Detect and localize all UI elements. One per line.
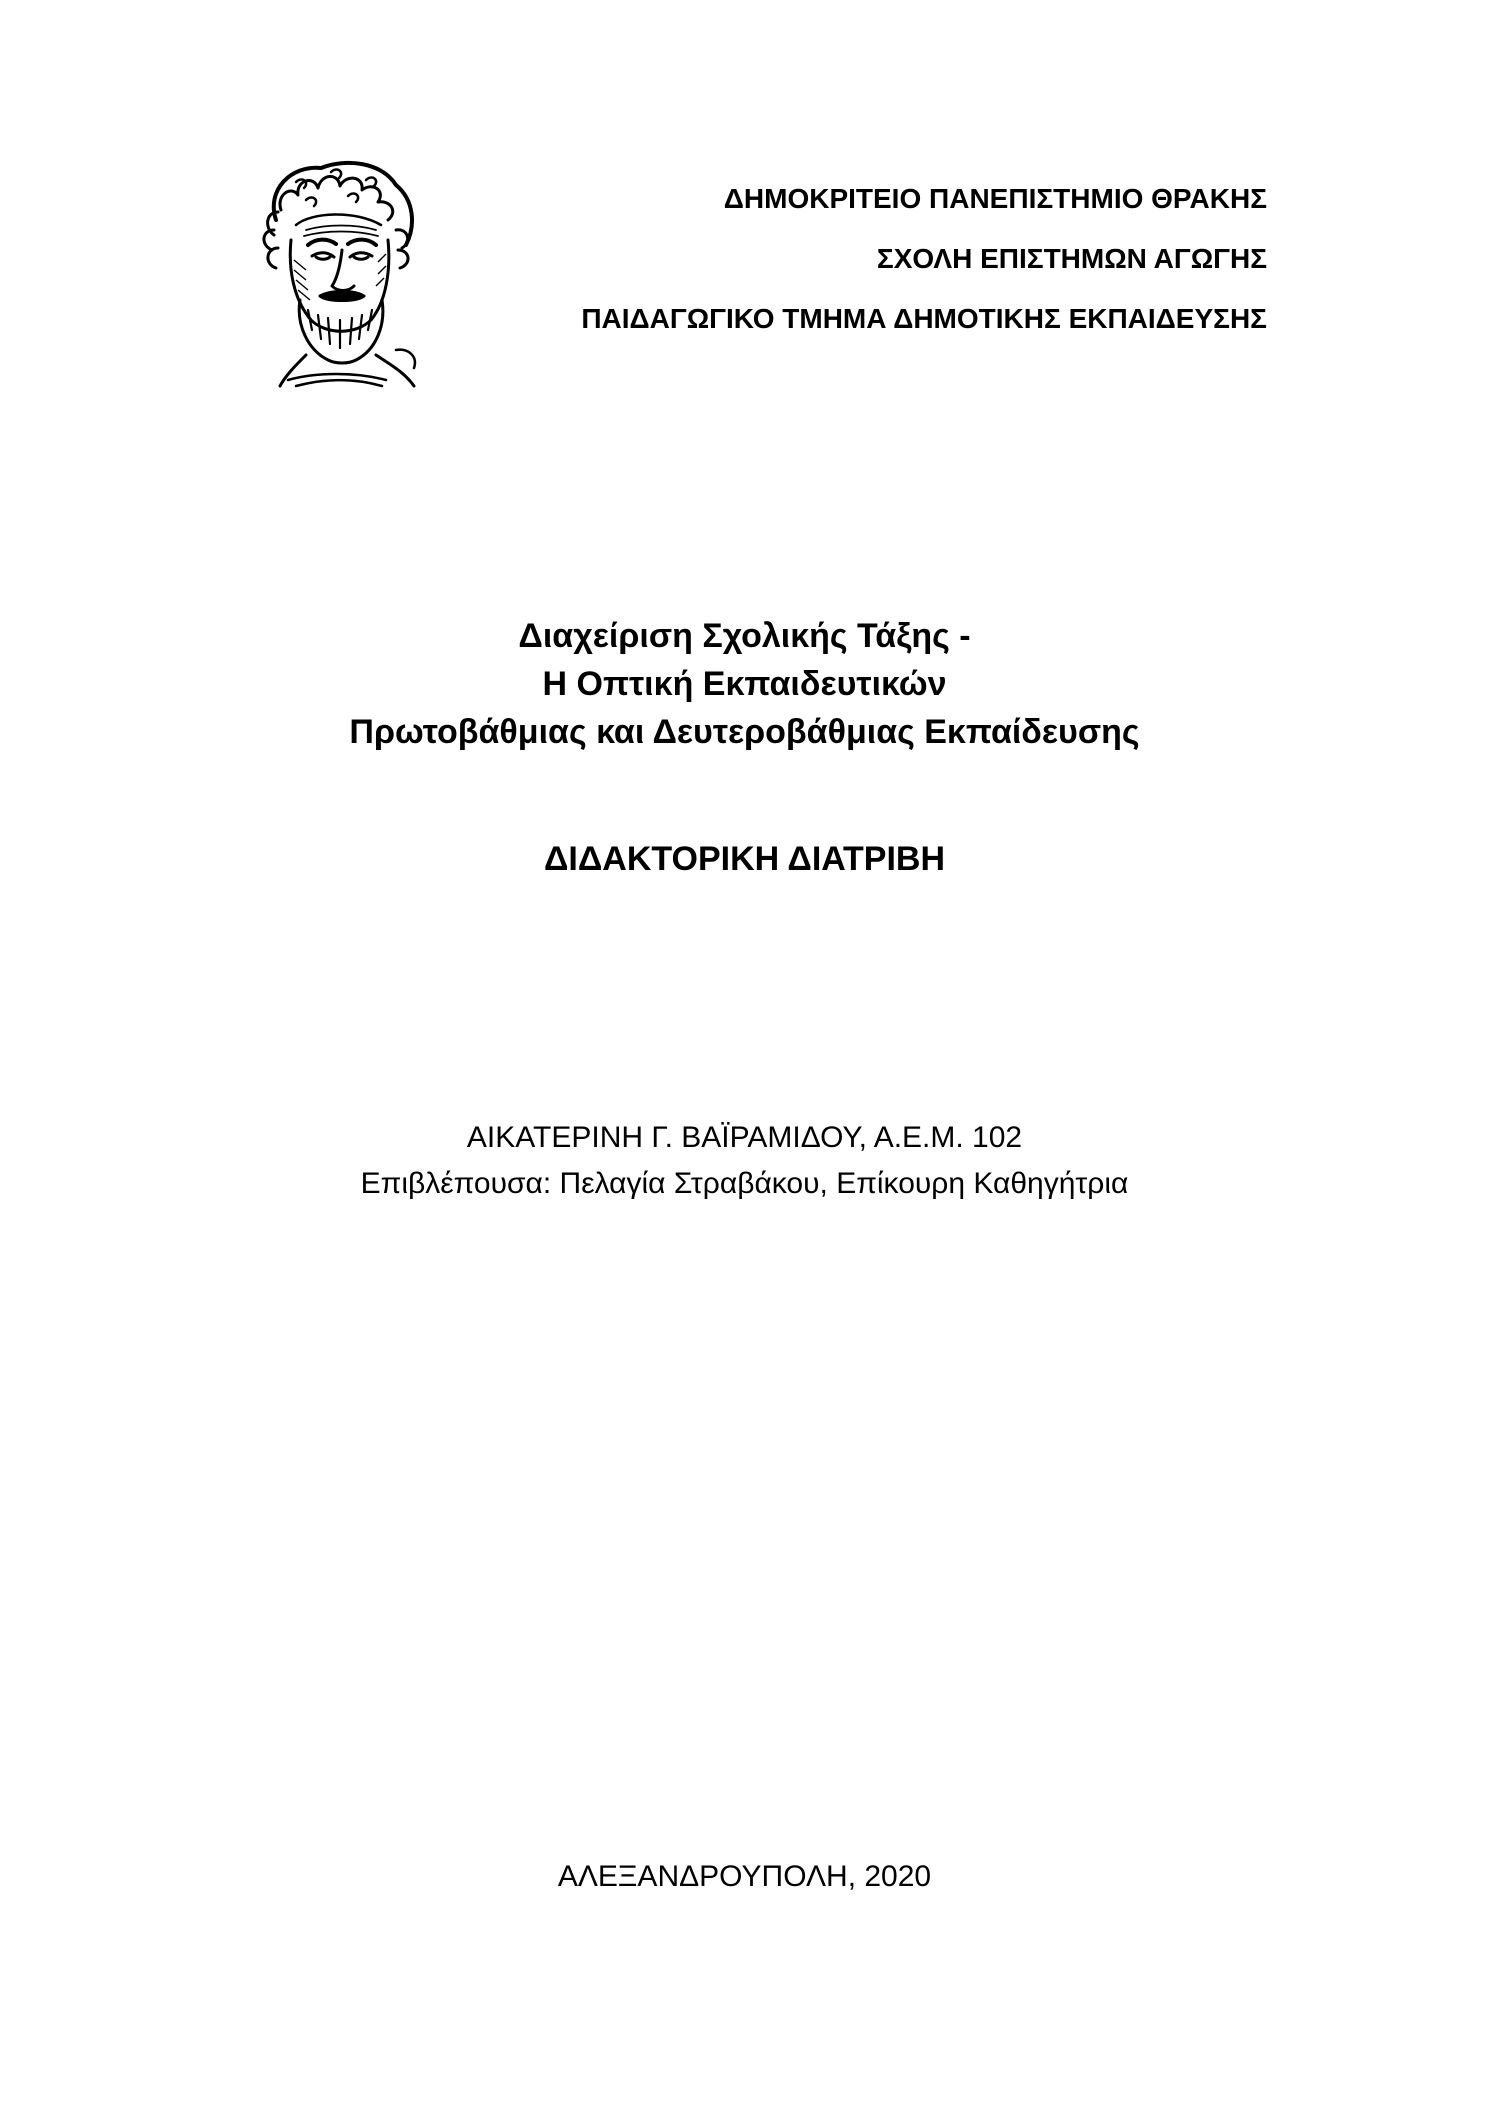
place-date: ΑΛΕΞΑΝΔΡΟΥΠΟΛΗ, 2020 [557,1860,932,1893]
document-type: ΔΙΔΑΚΤΟΡΙΚΗ ΔΙΑΤΡΙΒΗ [543,840,946,878]
thesis-title-line-3: Πρωτοβάθμιας και Δευτεροβάθμιας Εκπαίδευσης [349,713,1140,751]
thesis-title-line-2: Η Οπτική Εκπαιδευτικών [542,665,947,703]
author-block [0,1115,1489,1207]
supervisor: Επιβλέπουσα: Πελαγία Στραβάκου, Επίκουρη Καθηγήτρια [360,1167,1129,1200]
university-name: ΔΗΜΟΚΡΙΤΕΙΟ ΠΑΝΕΠΙΣΤΗΜΙΟ ΘΡΑΚΗΣ [723,183,1267,214]
democritus-portrait-icon [236,150,436,390]
thesis-title-line-1: Διαχείριση Σχολικής Τάξης - [518,617,971,655]
institution-header [581,185,1267,365]
author-name: ΑΙΚΑΤΕΡΙΝΗ Γ. ΒΑΪΡΑΜΙΔΟΥ, Α.Ε.Μ. 102 [466,1121,1023,1154]
school-name: ΣΧΟΛΗ ΕΠΙΣΤΗΜΩΝ ΑΓΩΓΗΣ [876,243,1267,274]
thesis-title [0,612,1489,756]
department-name: ΠΑΙΔΑΓΩΓΙΚΟ ΤΜΗΜΑ ΔΗΜΟΤΙΚΗΣ ΕΚΠΑΙΔΕΥΣΗΣ [581,303,1267,334]
